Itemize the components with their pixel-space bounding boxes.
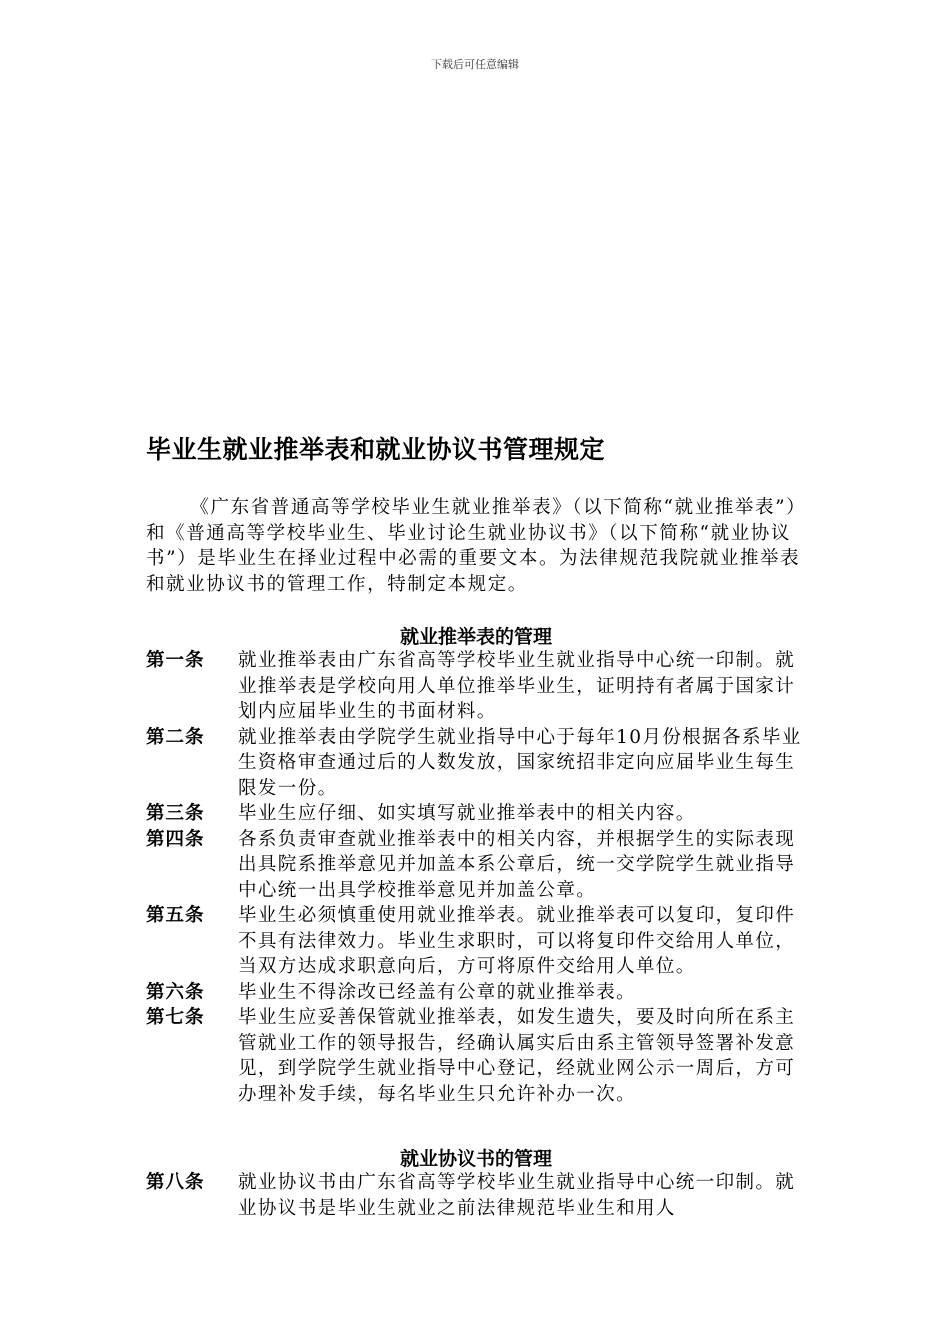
article-text: 毕业生必须慎重使用就业推举表。就业推举表可以复印，复印件不具有法律效力。毕业生求职时，可以将复印件交给用人单位，当双方达成求职意向后，方可将原件交给用人单位。 bbox=[238, 905, 796, 977]
article-number: 第三条 bbox=[146, 803, 205, 824]
article bbox=[146, 903, 806, 980]
article bbox=[146, 1170, 806, 1221]
article-text: 毕业生应仔细、如实填写就业推举表中的相关内容。 bbox=[238, 803, 696, 824]
section-heading-agreement: 就业协议书的管理 bbox=[399, 1148, 552, 1170]
article-text: 毕业生应妥善保管就业推举表，如发生遗失，要及时向所在系主管就业工作的领导报告，经确认属实后由系主管领导签署补发意见，到学院学生就业指导中心登记，经就业网公示一周后，方可办理补发手续，每名毕业生只允许补办一次。 bbox=[238, 1007, 796, 1105]
section-heading-recommendation: 就业推举表的管理 bbox=[399, 626, 552, 648]
articles-recommendation bbox=[146, 648, 806, 1107]
article bbox=[146, 725, 806, 802]
article-text: 就业协议书由广东省高等学校毕业生就业指导中心统一印制。就业协议书是毕业生就业之前法律规范毕业生和用人 bbox=[238, 1172, 796, 1219]
article-number: 第四条 bbox=[146, 828, 205, 850]
document-title: 毕业生就业推举表和就业协议书管理规定 bbox=[146, 435, 606, 464]
article-number: 第五条 bbox=[146, 905, 205, 926]
article-number: 第七条 bbox=[146, 1007, 205, 1028]
article-text: 各系负责审查就业推举表中的相关内容，并根据学生的实际表现出具院系推举意见并加盖本系公章后，统一交学院学生就业指导中心统一出具学校推举意见并加盖公章。 bbox=[238, 828, 796, 901]
article-text: 就业推举表由学院学生就业指导中心于每年10月份根据各系毕业生资格审查通过后的人数发放，国家统招非定向应届毕业生每生限发一份。 bbox=[238, 726, 802, 799]
article bbox=[146, 827, 806, 904]
article-number: 第六条 bbox=[146, 981, 205, 1003]
intro-paragraph: 《广东省普通高等学校毕业生就业推举表》（以下简称“就业推举表”）和《普通高等学校毕业生、毕业讨论生就业协议书》（以下简称“就业协议书”）是毕业生在择业过程中必需的重要文本。为法律规范我院就业推举表和就业协议书的管理工作，特制定本规定。 bbox=[146, 497, 801, 595]
articles-agreement bbox=[146, 1170, 806, 1221]
article bbox=[146, 648, 806, 725]
article bbox=[146, 1005, 806, 1107]
page-header: 下载后可任意编辑 bbox=[431, 58, 519, 71]
article-text: 毕业生不得涂改已经盖有公章的就业推举表。 bbox=[238, 981, 637, 1003]
article bbox=[146, 801, 806, 827]
article-number: 第二条 bbox=[146, 726, 205, 748]
article-number: 第八条 bbox=[146, 1172, 205, 1193]
article bbox=[146, 980, 806, 1006]
article-text: 就业推举表由广东省高等学校毕业生就业指导中心统一印制。就业推举表是学校向用人单位推举毕业生，证明持有者属于国家计划内应届毕业生的书面材料。 bbox=[238, 650, 796, 722]
article-number: 第一条 bbox=[146, 650, 205, 671]
